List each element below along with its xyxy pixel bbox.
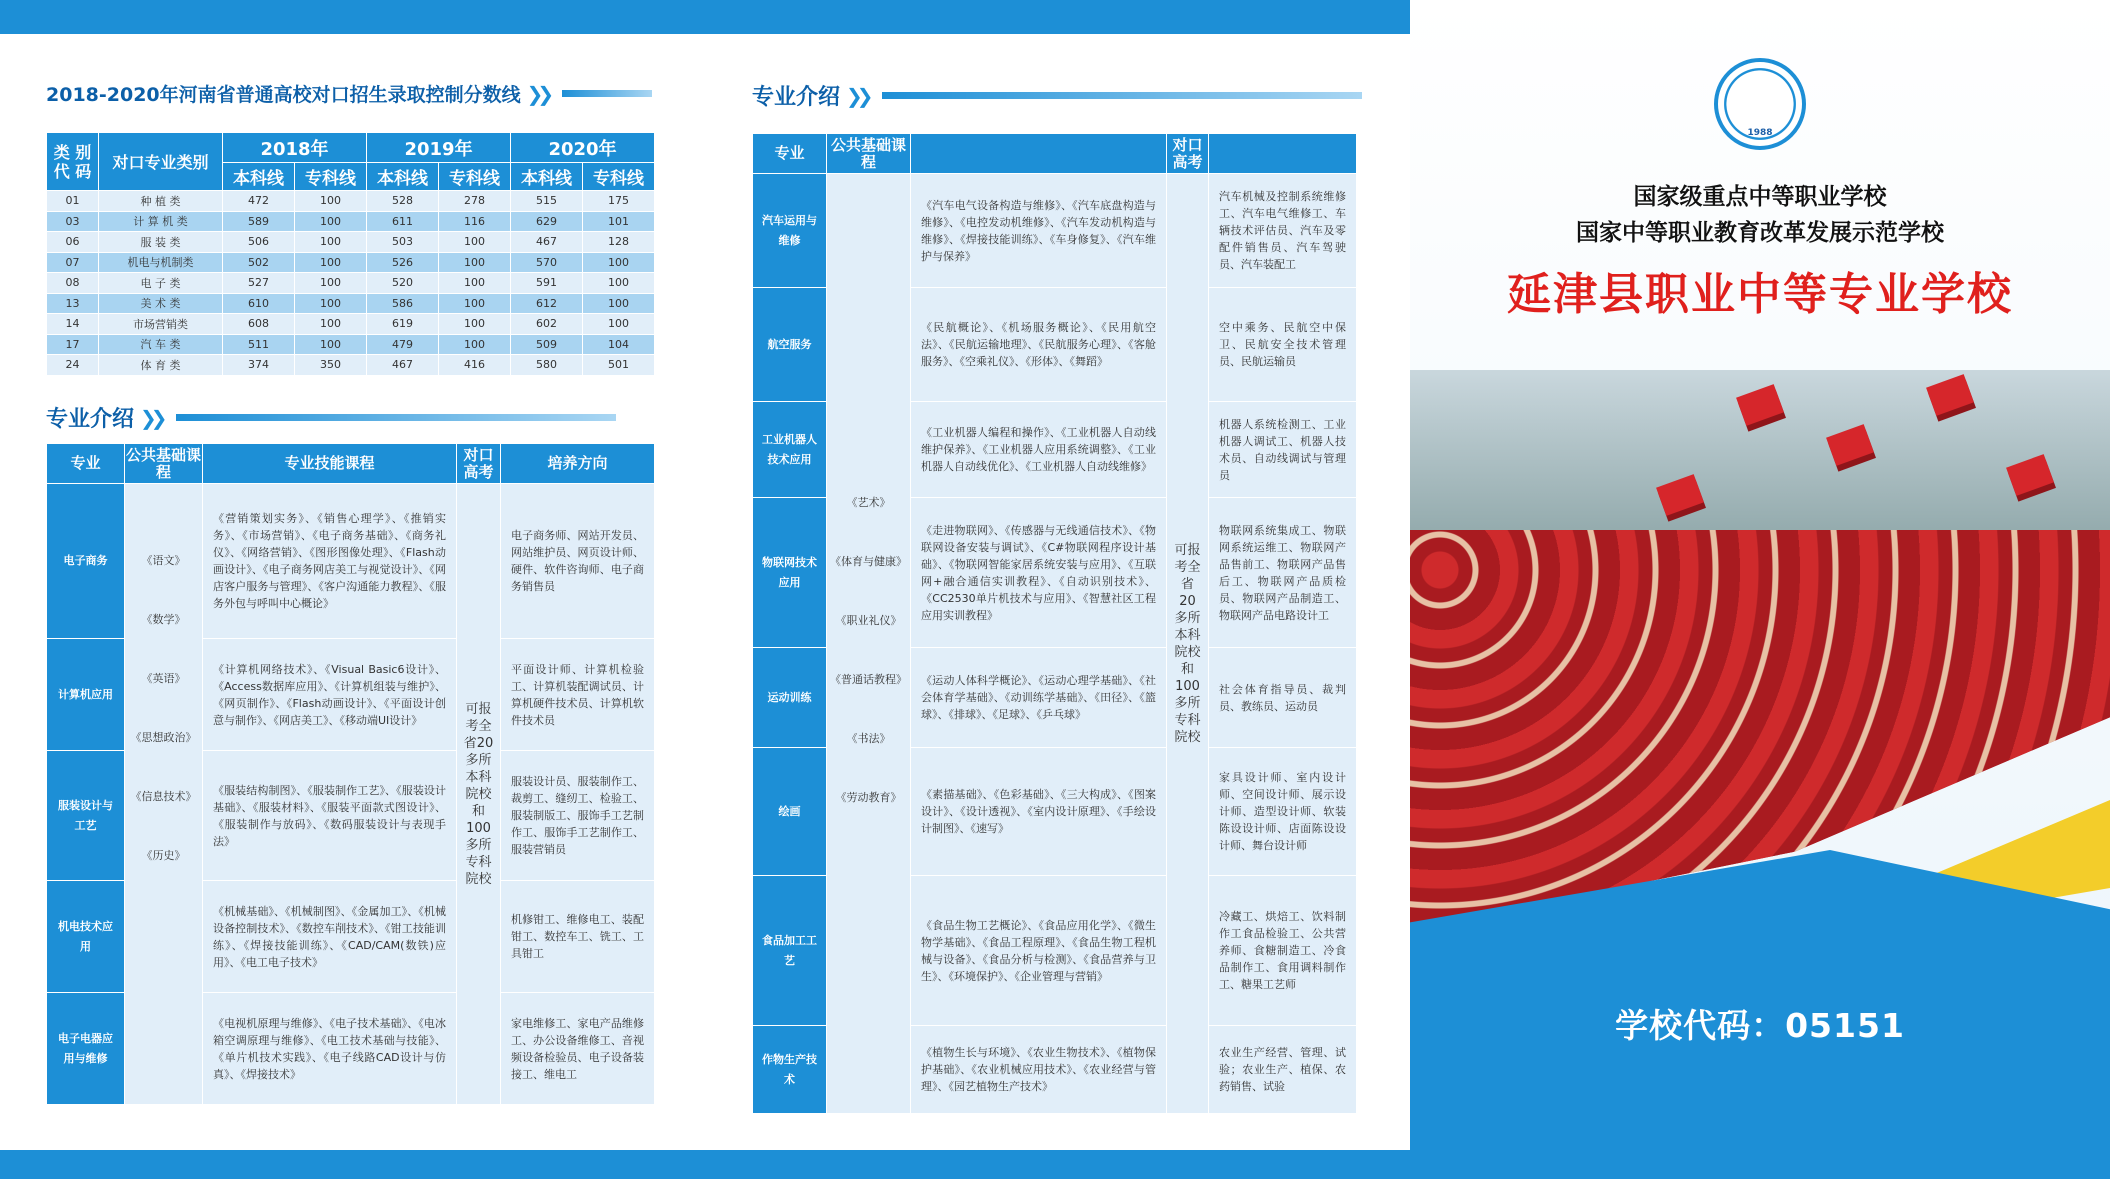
cell-score: 100: [439, 334, 511, 355]
header-sub: 本科线: [367, 163, 439, 191]
header-major: 专业: [47, 444, 125, 484]
cell-score: 100: [439, 232, 511, 253]
cover-subtitle-1: 国家级重点中等职业学校: [1633, 184, 1887, 210]
public-course: 《数学》: [141, 613, 186, 626]
cell-score: 100: [439, 314, 511, 335]
public-course: 《体育与健康》: [830, 555, 907, 568]
bottom-band: [0, 1150, 1410, 1179]
major-name: 计算机应用: [47, 639, 125, 751]
cell-code: 24: [47, 355, 99, 376]
cell-category: 种 植 类: [99, 191, 223, 212]
cell-score: 100: [295, 232, 367, 253]
public-course: 《思想政治》: [130, 731, 197, 744]
skill-courses: 《电视机原理与维修》、《电子技术基础》、《电冰箱空调原理与维修》、《电工技术基础与技能》、《单片机技术实践》、《电子线路CAD设计与仿真》、《焊接技术》: [203, 993, 457, 1105]
major-name: 工业机器人技术应用: [753, 402, 827, 498]
public-courses: [125, 484, 203, 1105]
table-row: [47, 355, 655, 376]
cell-score: 629: [511, 211, 583, 232]
skill-courses: 《素描基础》、《色彩基础》、《三大构成》、《图案设计》、《设计透视》、《室内设计原理》、《手绘设计制图》、《速写》: [911, 748, 1167, 876]
cell-score: 472: [223, 191, 295, 212]
header-direction-blank: [1209, 134, 1357, 174]
major-right-title-text: 专业介绍: [752, 85, 841, 110]
cell-score: 619: [367, 314, 439, 335]
header-major: 专业: [753, 134, 827, 174]
header-exam: 对口高考: [457, 444, 501, 484]
cell-score: 589: [223, 211, 295, 232]
table-row: [47, 273, 655, 294]
cell-score: 528: [367, 191, 439, 212]
header-year-2020: 2020年: [511, 133, 655, 163]
major-name: 绘画: [753, 748, 827, 876]
table-row: [47, 293, 655, 314]
major-right-body: [753, 174, 1357, 1114]
cell-category: 体 育 类: [99, 355, 223, 376]
exam-info: 可报考全省20多所本科院校和100多所专科院校: [457, 484, 501, 1105]
career-direction: 电子商务师、网站开发员、网站维护员、网页设计师、硬件、软件咨询师、电子商务销售员: [501, 484, 655, 639]
cell-score: 100: [583, 273, 655, 294]
skill-courses: 《机械基础》、《机械制图》、《金属加工》、《机械设备控制技术》、《数控车削技术》、《钳工技能训练》、《焊接技能训练》、《CAD/CAM(数铁)应用》、《电工电子技术》: [203, 881, 457, 993]
header-skills-blank: [911, 134, 1167, 174]
cell-code: 01: [47, 191, 99, 212]
cell-score: 501: [583, 355, 655, 376]
cell-score: 100: [295, 211, 367, 232]
cell-score: 100: [295, 334, 367, 355]
cell-category: 计 算 机 类: [99, 211, 223, 232]
cell-score: 175: [583, 191, 655, 212]
career-direction: 汽车机械及控制系统维修工、汽车电气维修工、车辆技术评估员、汽车及零配件销售员、汽车驾驶员、汽车装配工: [1209, 174, 1357, 288]
cell-score: 527: [223, 273, 295, 294]
major-name: 电子电器应用与维修: [47, 993, 125, 1105]
exam-info: 可报考全省20多所本科院校和100多所专科院校: [1167, 174, 1209, 1114]
cell-score: 467: [367, 355, 439, 376]
score-title-text: 2018-2020年河南省普通高校对口招生录取控制分数线: [46, 84, 521, 106]
career-direction: 社会体育指导员、裁判员、教练员、运动员: [1209, 648, 1357, 748]
cell-score: 580: [511, 355, 583, 376]
cell-score: 100: [295, 293, 367, 314]
major-name: 运动训练: [753, 648, 827, 748]
cell-score: 278: [439, 191, 511, 212]
cell-score: 100: [439, 273, 511, 294]
cell-score: 100: [295, 314, 367, 335]
header-direction: 培养方向: [501, 444, 655, 484]
cell-score: 479: [367, 334, 439, 355]
header-sub: 专科线: [295, 163, 367, 191]
table-row: [47, 314, 655, 335]
career-direction: 家具设计师、室内设计师、空间设计师、展示设计师、造型设计师、软装陈设设计师、店面陈设设计师、舞台设计师: [1209, 748, 1357, 876]
cell-score: 100: [583, 252, 655, 273]
cell-score: 586: [367, 293, 439, 314]
cell-score: 100: [295, 191, 367, 212]
major-left-title-text: 专业介绍: [46, 407, 135, 432]
cell-score: 100: [295, 252, 367, 273]
cell-score: 511: [223, 334, 295, 355]
cell-category: 市场营销类: [99, 314, 223, 335]
header-public: 公共基础课程: [827, 134, 911, 174]
career-direction: 物联网系统集成工、物联网系统运维工、物联网产品售前工、物联网产品售后工、物联网产品质检员、物联网产品制造工、物联网产品电路设计工: [1209, 498, 1357, 648]
major-right-title: [752, 80, 1362, 111]
career-direction: 冷藏工、烘焙工、饮料制作工食品检验工、公共营养师、食糖制造工、冷食品制作工、食用调料制作工、糖果工艺师: [1209, 876, 1357, 1026]
career-direction: 农业生产经营、管理、试验；农业生产、植保、农药销售、试验: [1209, 1026, 1357, 1114]
header-sub: 本科线: [511, 163, 583, 191]
cell-score: 100: [439, 293, 511, 314]
header-category: 对口专业类别: [99, 133, 223, 191]
cell-score: 602: [511, 314, 583, 335]
header-year-2018: 2018年: [223, 133, 367, 163]
header-sub: 专科线: [439, 163, 511, 191]
table-row: [47, 211, 655, 232]
cell-code: 07: [47, 252, 99, 273]
header-public: 公共基础课程: [125, 444, 203, 484]
header-exam: 对口高考: [1167, 134, 1209, 174]
header-sub: 本科线: [223, 163, 295, 191]
cell-score: 610: [223, 293, 295, 314]
cell-code: 03: [47, 211, 99, 232]
title-rule: [882, 92, 1362, 99]
major-name: 航空服务: [753, 288, 827, 402]
cell-score: 526: [367, 252, 439, 273]
cell-score: 509: [511, 334, 583, 355]
cell-score: 570: [511, 252, 583, 273]
cell-code: 06: [47, 232, 99, 253]
skill-courses: 《工业机器人编程和操作》、《工业机器人自动线维护保养》、《工业机器人应用系统调整》、《工业机器人自动线优化》、《工业机器人自动线维修》: [911, 402, 1167, 498]
table-row: [47, 191, 655, 212]
cell-score: 100: [583, 293, 655, 314]
major-left-title: [46, 402, 616, 433]
cell-category: 电 子 类: [99, 273, 223, 294]
skill-courses: 《运动人体科学概论》、《运动心理学基础》、《社会体育学基础》、《动训练学基础》、《田径》、《篮球》、《排球》、《足球》、《乒乓球》: [911, 648, 1167, 748]
career-direction: 家电维修工、家电产品维修工、办公设备维修工、音视频设备检验员、电子设备装接工、维电工: [501, 993, 655, 1105]
public-course: 《职业礼仪》: [835, 614, 902, 627]
cell-code: 14: [47, 314, 99, 335]
school-name: 延津县职业中等专业学校: [1507, 269, 2013, 320]
header-year-2019: 2019年: [367, 133, 511, 163]
cell-score: 467: [511, 232, 583, 253]
major-right-table: [752, 133, 1357, 1114]
title-rule: [562, 90, 652, 97]
cell-score: 520: [367, 273, 439, 294]
cell-score: 503: [367, 232, 439, 253]
career-direction: 服装设计员、服装制作工、裁剪工、缝纫工、检验工、服装制版工、服饰手工艺制作工、服饰手工艺制作工、服装营销员: [501, 751, 655, 881]
public-course: 《语文》: [141, 554, 186, 567]
school-code: 学校代码：05151: [1615, 1006, 1905, 1045]
cell-score: 506: [223, 232, 295, 253]
skill-courses: 《营销策划实务》、《销售心理学》、《推销实务》、《市场营销》、《电子商务基础》、《商务礼仪》、《网络营销》、《图形图像处理》、《Flash动画设计》、《电子商务网店美工与视觉设计》、《网店客户服务与管理》、《客户沟通能力教程》、《服务外包与呼叫中心概论》: [203, 484, 457, 639]
major-name: 服装设计与工艺: [47, 751, 125, 881]
header-code: 类 别 代 码: [47, 133, 99, 191]
major-name: 电子商务: [47, 484, 125, 639]
cell-score: 100: [439, 252, 511, 273]
cell-score: 515: [511, 191, 583, 212]
cell-score: 116: [439, 211, 511, 232]
double-chevron-icon: ❯❯: [140, 405, 162, 430]
cell-code: 08: [47, 273, 99, 294]
cell-category: 汽 车 类: [99, 334, 223, 355]
cell-score: 416: [439, 355, 511, 376]
major-name: 汽车运用与维修: [753, 174, 827, 288]
cell-score: 101: [583, 211, 655, 232]
cell-score: 591: [511, 273, 583, 294]
cell-score: 374: [223, 355, 295, 376]
double-chevron-icon: ❯❯: [846, 83, 868, 108]
cell-score: 611: [367, 211, 439, 232]
table-row: [47, 252, 655, 273]
title-rule: [176, 414, 616, 421]
skill-courses: 《民航概论》、《机场服务概论》、《民用航空法》、《民航运输地理》、《民航服务心理》、《客舱服务》、《空乘礼仪》、《形体》、《舞蹈》: [911, 288, 1167, 402]
skill-courses: 《走进物联网》、《传感器与无线通信技术》、《物联网设备安装与调试》、《C#物联网程序设计基础》、《物联网智能家居系统安装与应用》、《互联网+融合通信实训教程》、《自动识别技术》、《CC2530单片机技术与应用》、《智慧社区工程应用实训教程》: [911, 498, 1167, 648]
skill-courses: 《植物生长与环境》、《农业生物技术》、《植物保护基础》、《农业机械应用技术》、《农业经营与管理》、《园艺植物生产技术》: [911, 1026, 1167, 1114]
major-name: 作物生产技术: [753, 1026, 827, 1114]
cell-score: 100: [583, 314, 655, 335]
career-direction: 机器人系统检测工、工业机器人调试工、机器人技术员、自动线调试与管理员: [1209, 402, 1357, 498]
cell-category: 服 装 类: [99, 232, 223, 253]
cell-category: 美 术 类: [99, 293, 223, 314]
major-left-body: [47, 484, 655, 1105]
logo-year: 1988: [1747, 128, 1773, 138]
skill-courses: 《服装结构制图》、《服装制作工艺》、《服装设计基础》、《服装材料》、《服装平面款式图设计》、《服装制作与放码》、《数码服装设计与表现手法》: [203, 751, 457, 881]
top-band: [0, 0, 1410, 34]
public-course: 《书法》: [846, 732, 891, 745]
career-direction: 机修钳工、维修电工、装配钳工、数控车工、铣工、工具钳工: [501, 881, 655, 993]
cell-code: 13: [47, 293, 99, 314]
public-course: 《劳动教育》: [835, 791, 902, 804]
public-course: 《历史》: [141, 849, 186, 862]
major-left-table: [46, 443, 655, 1105]
header-sub: 专科线: [583, 163, 655, 191]
school-logo: [1714, 58, 1806, 150]
cell-score: 502: [223, 252, 295, 273]
major-name: 食品加工工艺: [753, 876, 827, 1026]
public-courses: [827, 174, 911, 1114]
skill-courses: 《计算机网络技术》、《Visual Basic6设计》、《Access数据库应用》、《计算机组装与维护》、《网页制作》、《Flash动画设计》、《平面设计创意与制作》、《网店美工》、《移动端UI设计》: [203, 639, 457, 751]
score-table-body: [47, 191, 655, 376]
table-row: [47, 334, 655, 355]
public-course: 《英语》: [141, 672, 186, 685]
skill-courses: 《汽车电气设备构造与维修》、《汽车底盘构造与维修》、《电控发动机维修》、《汽车发动机构造与维修》、《焊接技能训练》、《车身修复》、《汽车维护与保养》: [911, 174, 1167, 288]
major-name: 机电技术应用: [47, 881, 125, 993]
table-row: [47, 484, 655, 639]
score-table: [46, 132, 655, 376]
public-course: 《普通话教程》: [830, 673, 907, 686]
cover-subtitle-2: 国家中等职业教育改革发展示范学校: [1576, 220, 1944, 246]
score-section-title: [46, 80, 652, 107]
cell-score: 100: [295, 273, 367, 294]
cover-panel: [1410, 0, 2110, 1179]
career-direction: 平面设计师、计算机检验工、计算机装配调试员、计算机硬件技术员、计算机软件技术员: [501, 639, 655, 751]
table-row: [47, 232, 655, 253]
cell-score: 350: [295, 355, 367, 376]
cell-category: 机电与机制类: [99, 252, 223, 273]
skill-courses: 《食品生物工艺概论》、《食品应用化学》、《微生物学基础》、《食品工程原理》、《食品生物工程机械与设备》、《食品分析与检测》、《食品营养与卫生》、《环境保护》、《企业管理与营销》: [911, 876, 1167, 1026]
header-skills: 专业技能课程: [203, 444, 457, 484]
career-direction: 空中乘务、民航空中保卫、民航安全技术管理员、民航运输员: [1209, 288, 1357, 402]
public-course: 《艺术》: [846, 496, 891, 509]
public-course: 《信息技术》: [130, 790, 197, 803]
cell-score: 608: [223, 314, 295, 335]
major-name: 物联网技术应用: [753, 498, 827, 648]
cell-score: 104: [583, 334, 655, 355]
table-row: [753, 174, 1357, 288]
cell-score: 612: [511, 293, 583, 314]
cell-code: 17: [47, 334, 99, 355]
double-chevron-icon: ❯❯: [526, 81, 549, 106]
cell-score: 128: [583, 232, 655, 253]
